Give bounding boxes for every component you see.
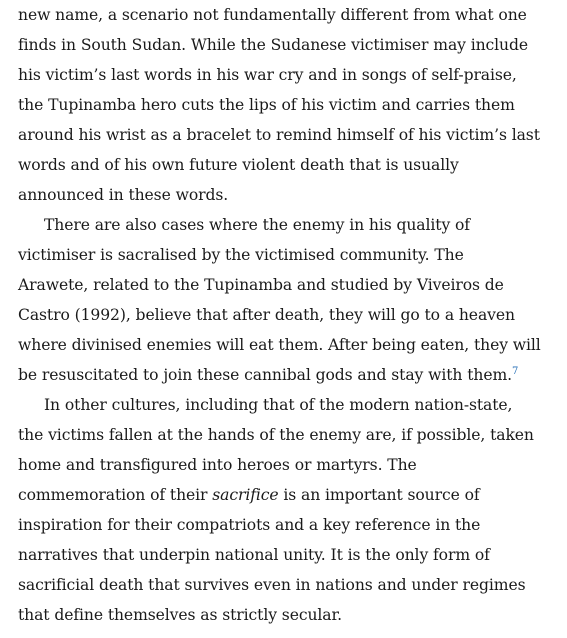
document-body <box>18 0 558 630</box>
italic-word: sacrifice <box>212 486 279 504</box>
text-line-with-italic <box>18 480 558 510</box>
text-line: home and transfigured into heroes or martyrs. The <box>18 456 417 474</box>
text-segment: is an important source of <box>278 486 480 504</box>
text-line: the Tupinamba hero cuts the lips of his victim and carries them <box>18 96 515 114</box>
text-line: victimiser is sacralised by the victimised community. The <box>18 246 464 264</box>
text-segment: commemoration of their <box>18 486 213 504</box>
text-line: words and of his own future violent death that is usually <box>18 156 459 174</box>
text-line: around his wrist as a bracelet to remind himself of his victim’s last <box>18 126 540 144</box>
text-line: that define themselves as strictly secular. <box>18 606 342 624</box>
text-line: Castro (1992), believe that after death, they will go to a heaven <box>18 306 515 324</box>
footnote-link[interactable]: 7 <box>512 366 519 377</box>
text-line: In other cultures, including that of the modern nation-state, <box>44 396 513 414</box>
paragraph-1 <box>18 0 558 210</box>
paragraph-3 <box>18 390 558 630</box>
paragraph-2 <box>18 210 558 390</box>
text-line: his victim’s last words in his war cry and in songs of self-praise, <box>18 66 517 84</box>
text-line: announced in these words. <box>18 186 229 204</box>
text-line: Arawete, related to the Tupinamba and studied by Viveiros de <box>18 276 504 294</box>
text-line: where divinised enemies will eat them. After being eaten, they will <box>18 336 541 354</box>
text-line: inspiration for their compatriots and a key reference in the <box>18 516 481 534</box>
text-line: finds in South Sudan. While the Sudanese victimiser may include <box>18 36 529 54</box>
text-line: There are also cases where the enemy in his quality of <box>44 216 470 234</box>
text-line: new name, a scenario not fundamentally different from what one <box>18 6 527 24</box>
text-line: the victims fallen at the hands of the enemy are, if possible, taken <box>18 426 534 444</box>
text-line: sacrificial death that survives even in nations and under regimes <box>18 576 526 594</box>
text-line-with-footnote <box>18 360 558 390</box>
text-line: narratives that underpin national unity. It is the only form of <box>18 546 490 564</box>
text-line: be resuscitated to join these cannibal gods and stay with them. <box>18 366 512 384</box>
